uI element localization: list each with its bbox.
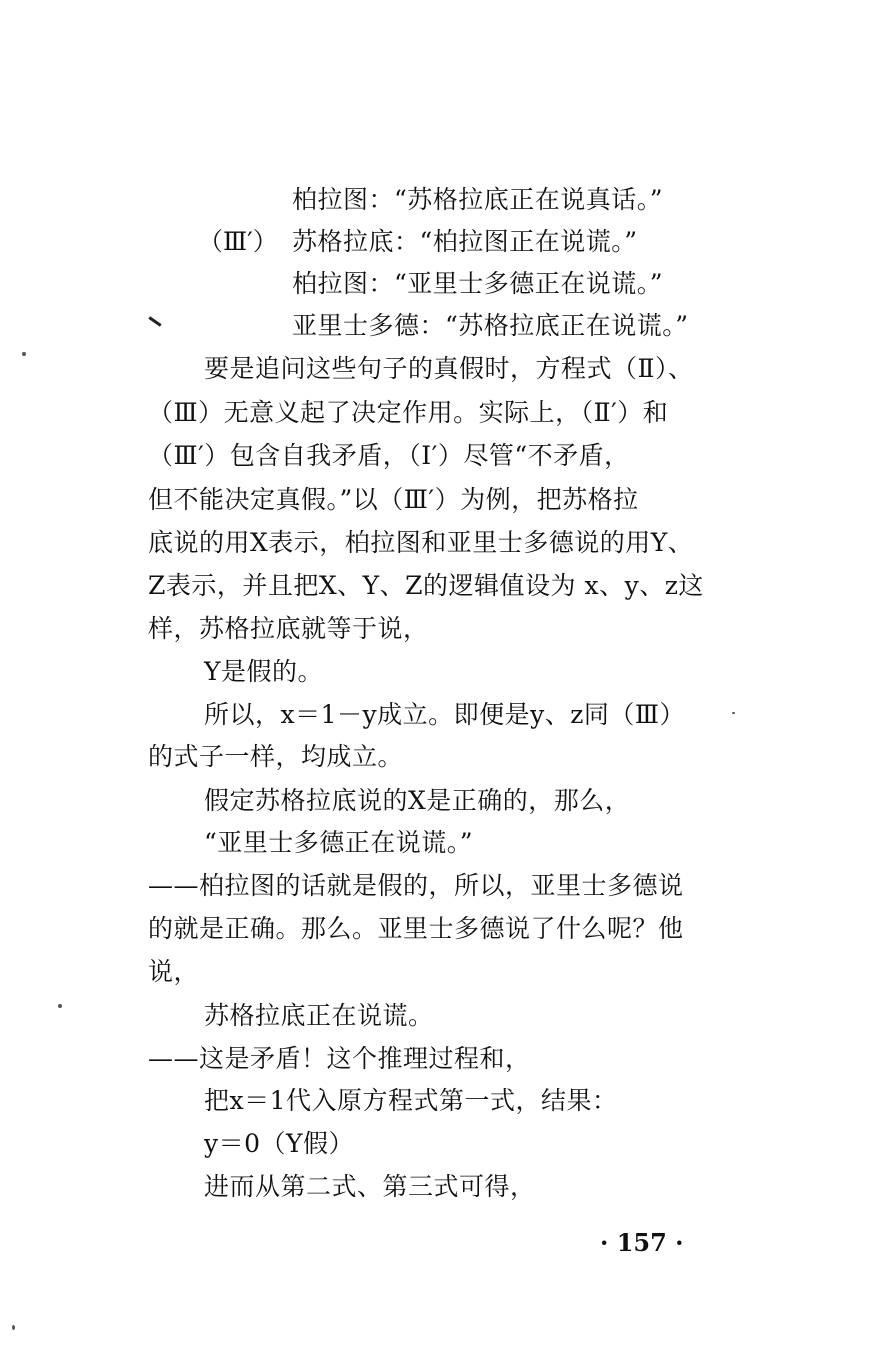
dialog-line-plato-2: 柏拉图：“亚里士多德正在说谎。”	[292, 269, 664, 298]
dialog-line-aristotle: 亚里士多德：“苏格拉底正在说谎。”	[292, 311, 689, 340]
paragraph-line: （Ⅲ）无意义起了决定作用。实际上，（Ⅱ′）和	[148, 398, 669, 427]
page-number: · 157 ·	[600, 1228, 684, 1257]
paragraph-line: 进而从第二式、第三式可得，	[204, 1172, 536, 1201]
paragraph-line: 样，苏格拉底就等于说，	[148, 614, 429, 643]
dialog-line-socrates: 苏格拉底：“柏拉图正在说谎。”	[292, 227, 638, 256]
paragraph-line: 说，	[148, 957, 200, 986]
equation-line: y＝0（Y假）	[204, 1129, 355, 1158]
paragraph-line: （Ⅲ′）包含自我矛盾，（Ⅰ′）尽管“不矛盾，	[148, 441, 630, 470]
scan-speck	[732, 712, 735, 714]
paragraph-line: 的式子一样，均成立。	[148, 742, 404, 771]
paragraph-line: 的就是正确。那么。亚里士多德说了什么呢？他	[148, 914, 684, 943]
paragraph-line: 所以，x＝1－y成立。即便是y、z同（Ⅲ）	[204, 700, 686, 729]
scan-speck	[58, 1004, 62, 1008]
paragraph-line: 要是追问这些句子的真假时，方程式（Ⅱ）、	[204, 354, 694, 383]
equation-label-iii-prime: （Ⅲ′）	[198, 227, 278, 256]
paragraph-line: 假定苏格拉底说的X是正确的，那么，	[204, 786, 631, 815]
scan-speck	[22, 352, 26, 356]
paragraph-line: 但不能决定真假。”以（Ⅲ′）为例，把苏格拉	[148, 485, 639, 514]
statement-line: Y是假的。	[204, 657, 324, 686]
paragraph-line: ——柏拉图的话就是假的，所以，亚里士多德说	[148, 871, 684, 900]
quote-line: “亚里士多德正在说谎。”	[204, 828, 474, 857]
dialog-line-plato-1: 柏拉图：“苏格拉底正在说真话。”	[292, 185, 664, 214]
paragraph-line: Z表示，并且把X、Y、Z的逻辑值设为 x、y、z这	[148, 571, 704, 600]
margin-tick-mark	[148, 316, 161, 326]
statement-line: 苏格拉底正在说谎。	[204, 1001, 434, 1030]
paragraph-line: ——这是矛盾！这个推理过程和，	[148, 1044, 531, 1073]
paragraph-line: 把x＝1代入原方程式第一式，结果：	[204, 1086, 618, 1115]
paragraph-line: 底说的用X表示，柏拉图和亚里士多德说的用Y、	[148, 528, 694, 557]
scan-speck	[12, 1325, 15, 1330]
